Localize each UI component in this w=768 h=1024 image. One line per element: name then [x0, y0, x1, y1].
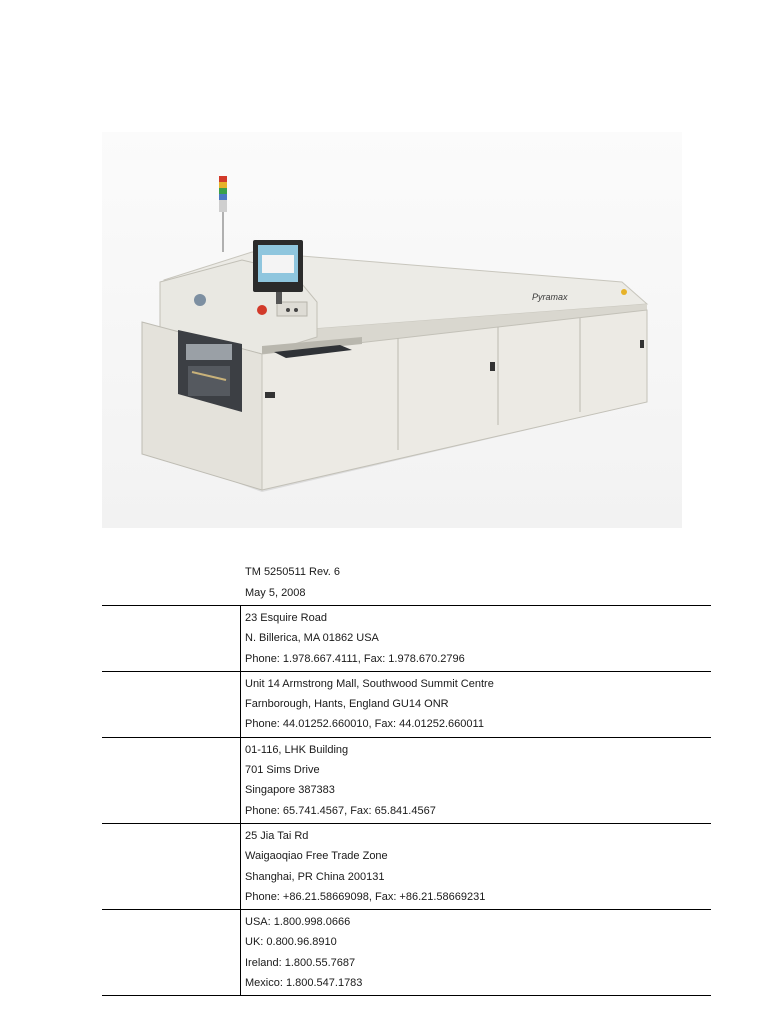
- phone-line: Phone: +86.21.58669098, Fax: +86.21.58669231: [245, 890, 486, 903]
- table-row: [102, 910, 711, 996]
- toll-free-line: Mexico: 1.800.547.1783: [245, 977, 363, 990]
- address-cell: [241, 606, 712, 672]
- address-line: Waigaoqiao Free Trade Zone: [245, 850, 388, 863]
- address-line: 23 Esquire Road: [245, 612, 327, 624]
- address-table: [102, 605, 711, 996]
- address-line: Unit 14 Armstrong Mall, Southwood Summit Centre: [245, 677, 494, 690]
- table-row: [102, 671, 711, 737]
- row-label-cell: [102, 910, 241, 996]
- table-row: [102, 606, 711, 672]
- address-line: 25 Jia Tai Rd: [245, 829, 309, 842]
- address-line: N. Billerica, MA 01862 USA: [245, 632, 379, 645]
- table-row: [102, 737, 711, 823]
- table-row: [102, 823, 711, 909]
- product-photo: [102, 132, 682, 528]
- document-revision: TM 5250511 Rev. 6: [245, 566, 340, 578]
- row-label-cell: [102, 823, 241, 909]
- toll-free-line: UK: 0.800.96.8910: [245, 936, 337, 949]
- toll-free-cell: [241, 910, 712, 996]
- address-cell: [241, 671, 712, 737]
- row-label-cell: [102, 737, 241, 823]
- phone-line: Phone: 65.741.4567, Fax: 65.841.4567: [245, 804, 436, 817]
- address-cell: [241, 737, 712, 823]
- address-line: Farnborough, Hants, England GU14 ONR: [245, 698, 449, 711]
- phone-line: Phone: 44.01252.660010, Fax: 44.01252.660011: [245, 718, 484, 731]
- address-line: Singapore 387383: [245, 784, 335, 797]
- row-label-cell: [102, 671, 241, 737]
- address-line: Shanghai, PR China 200131: [245, 870, 385, 883]
- toll-free-line: USA: 1.800.998.0666: [245, 916, 351, 929]
- toll-free-line: Ireland: 1.800.55.7687: [245, 956, 356, 969]
- phone-line: Phone: 1.978.667.4111, Fax: 1.978.670.2796: [245, 652, 465, 665]
- address-line: 701 Sims Drive: [245, 764, 320, 777]
- row-label-cell: [102, 606, 241, 672]
- brand-mark: Pyramax: [532, 292, 568, 302]
- address-cell: [241, 823, 712, 909]
- reflow-oven-illustration: [102, 132, 682, 528]
- document-date: May 5, 2008: [245, 587, 306, 599]
- address-line: 01-116, LHK Building: [245, 743, 349, 756]
